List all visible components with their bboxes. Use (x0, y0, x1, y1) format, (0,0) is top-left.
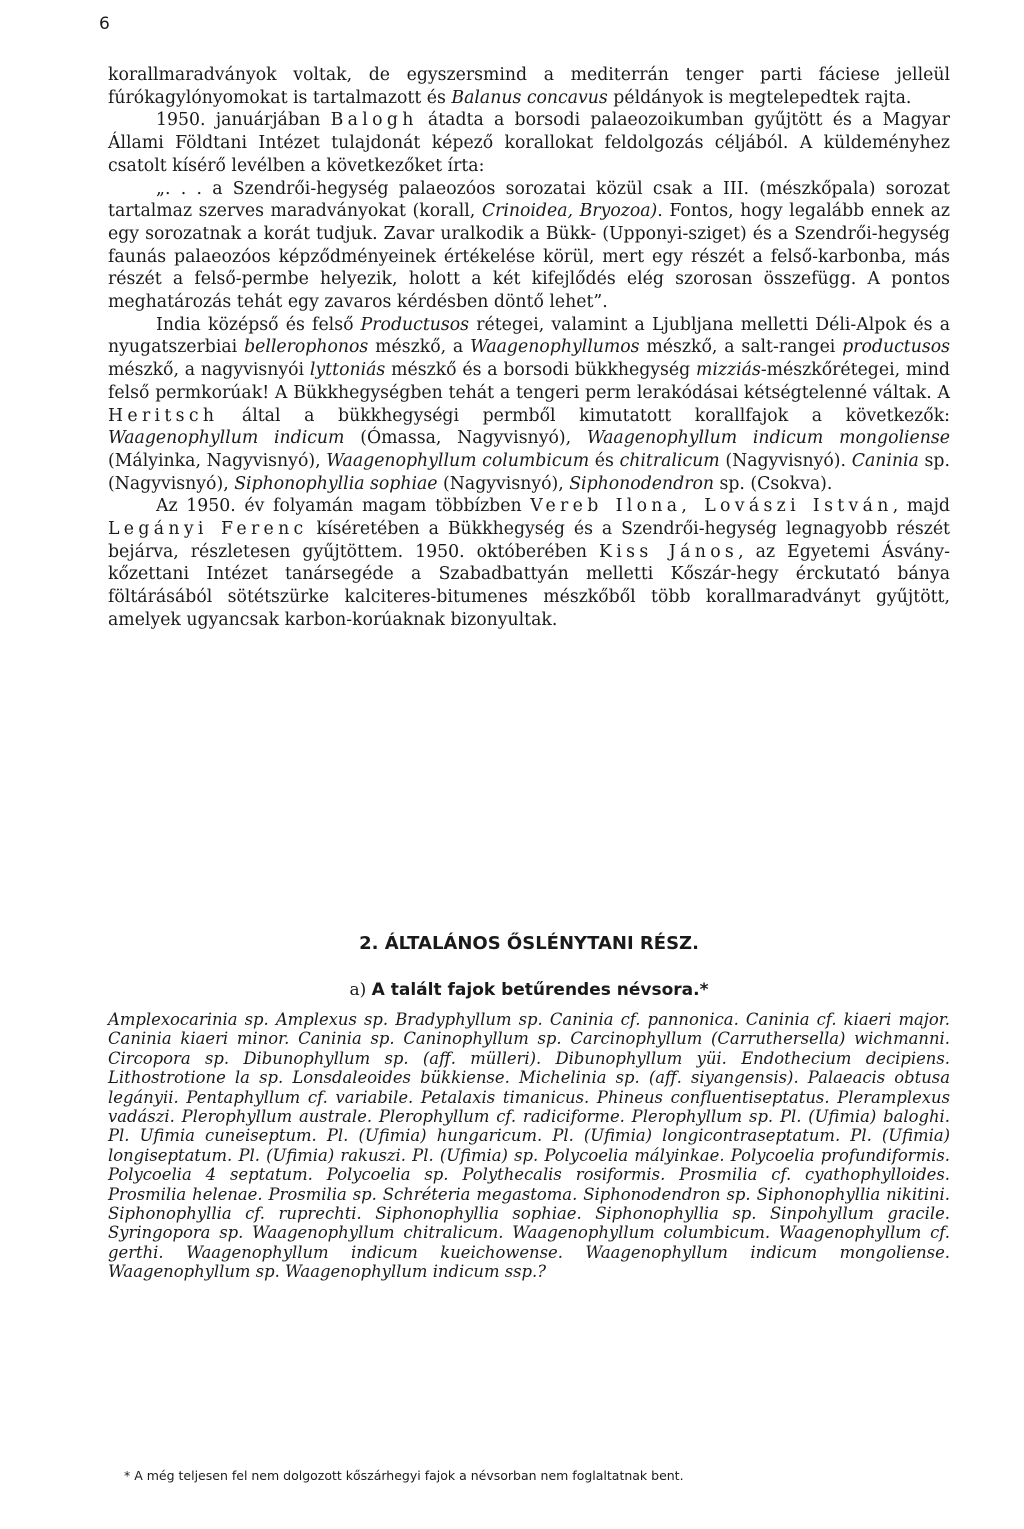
section-title: 2. ÁLTALÁNOS ŐSLÉNYTANI RÉSZ. (359, 933, 699, 954)
body-text (108, 64, 950, 632)
species-list (108, 1010, 950, 1282)
subsection-title: a) A talált fajok betűrendes névsora.* (349, 980, 709, 1000)
paragraph-1: korallmaradványok voltak, de egyszersmind a mediterrán tenger parti fáciese jelleül fúrókagylónyomokat is tartalmazott és Balanus concavus példányok is megtelepedtek rajta. (108, 65, 950, 108)
footnote: * A még teljesen fel nem dolgozott kőszárhegyi fajok a névsorban nem foglaltatnak bent. (124, 1468, 684, 1483)
page-number: 6 (99, 14, 110, 34)
quote-paragraph: „. . . a Szendrői-hegység palaeozóos sorozatai közül csak a III. (mészkőpala) sorozat tartalmaz szerves maradványokat (korall, Crinoidea, Bryozoa). Fontos, hogy legalább ennek az egy sorozatnak a korát tudjuk. Zavar uralkodik a Bükk- (Upponyi-sziget) és a Szendrői-hegység faunás palaeozóos képződményeinek értékelése körül, mert egy részét a felső-karbonba, más részét a felső-permbe helyezik, holott a két kifejlődés elég szorosan összefügg. A pontos meghatározás tehát egy zavaros kérdésben döntő lehet”. (108, 178, 950, 313)
species-list-text: Amplexocarinia sp. Amplexus sp. Bradyphyllum sp. Caninia cf. pannonica. Caninia cf. kiaeri major. Caninia kiaeri minor. Caninia sp. Caninophyllum sp. Carcinophyllum (Carruthersella) wichmanni. Circopora sp. Dibunophyllum sp. (aff. mülleri). Dibunophyllum yüi. Endothecium decipiens. Lithostrotione la sp. Lonsdaleoides bükkiense. Michelinia sp. (aff. siyangensis). Palaeacis obtusa legányii. Pentaphyllum cf. variabile. Petalaxis timanicus. Phineus confluentiseptatus. Pleramplexus vadászi. Plerophyllum australe. Plerophyllum cf. radiciforme. Plerophyllum sp. Pl. (Ufimia) baloghi. Pl. Ufimia cuneiseptum. Pl. (Ufimia) hungaricum. Pl. (Ufimia) longicontraseptatum. Pl. (Ufimia) longiseptatum. Pl. (Ufimia) rakuszi. Pl. (Ufimia) sp. Polycoelia mályinkae. Polycoelia profundiformis. Polycoelia 4 septatum. Polycoelia sp. Polythecalis rosiformis. Prosmilia cf. cyathophylloides. Prosmilia helenae. Prosmilia sp. Schréteria megastoma. Siphonodendron sp. Siphonophyllia nikitini. Siphonophyllia cf. ruprechti. Siphonophyllia sophiae. Siphonophyllia sp. Sinpohyllum gracile. Syringopora sp. Waagenophyllum chitralicum. Waagenophyllum columbicum. Waagenophyllum cf. gerthi. Waagenophyllum indicum kueichowense. Waagenophyllum indicum mongoliense. Waagenophyllum sp. Waagenophyllum indicum ssp.? (108, 1010, 950, 1282)
paragraph-2: 1950. januárjában Balogh átadta a borsodi palaeozoikumban gyűjtött és a Magyar Állami Földtani Intézet tulajdonát képező korallokat feldolgozás céljából. A küldeményhez csatolt kísérő levélben a következőket írta: (108, 110, 950, 176)
paragraph-4: Az 1950. év folyamán magam többízben Vereb Ilona, Lovászi István, majd Legányi Ferenc kíséretében a Bükkhegység és a Szendrői-hegység legnagyobb részét bejárva, részletesen gyűjtöttem. 1950. októberében Kiss János, az Egyetemi Ásvány-kőzettani Intézet tanársegéde a Szabadbattyán melletti Kőszár-hegy érckutató bánya föltárásából sötétszürke kalciteres-bitumenes mészkőből több korallmaradványt gyűjtött, amelyek ugyancsak karbon-korúaknak bizonyultak. (108, 496, 951, 630)
paragraph-3: India középső és felső Productusos rétegei, valamint a Ljubljana melletti Déli-Alpok és a nyugatszerbiai bellerophonos mészkő, a Waagenophyllumos mészkő, a salt-rangei productusos mészkő, a nagyvisnyói lyttoniás mészkő és a borsodi bükkhegység mizziás-mészkőrétegei, mind felső permkorúak! A Bükkhegységben tehát a tengeri perm lerakódásai kétségtelenné váltak. A Heritsch által a bükkhegységi permből kimutatott korallfajok a következők: Waagenophyllum indicum (Ómassa, Nagyvisnyó), Waagenophyllum indicum mongoliense (Mályinka, Nagyvisnyó), Waagenophyllum columbicum és chitralicum (Nagyvisnyó). Caninia sp. (Nagyvisnyó), Siphonophyllia sophiae (Nagyvisnyó), Siphonodendron sp. (Csokva). (108, 314, 950, 494)
